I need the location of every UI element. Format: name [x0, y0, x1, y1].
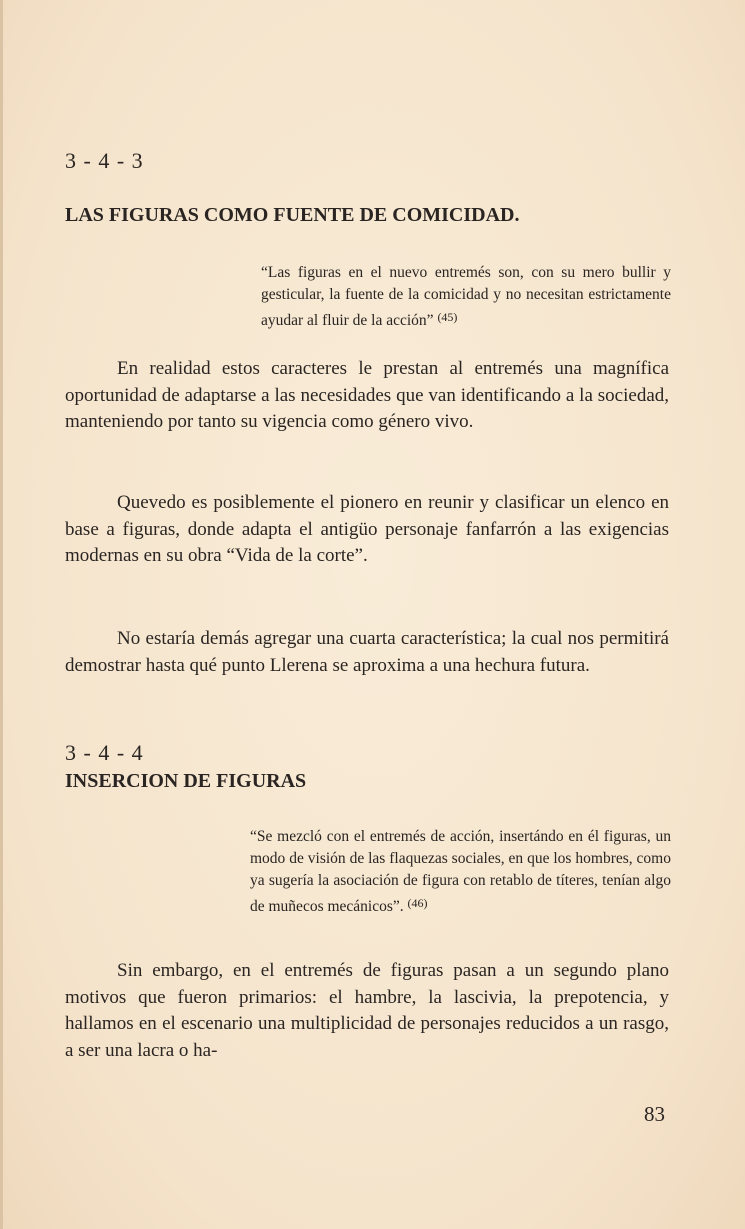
- section-number-344: 3 - 4 - 4: [65, 740, 144, 765]
- paragraph-text: Quevedo es posiblemente el pionero en reunir y clasificar un elenco en base a figuras, donde adapta el antigüo personaje fanfarrón a las exigencias modernas en su obra “Vida de la corte”.: [65, 492, 669, 566]
- paragraph-text: Sin embargo, en el entremés de figuras pasan a un segundo plano motivos que fueron primarios: el hambre, la lascivia, la prepotencia, y hallamos en el escenario una multiplicidad de personajes reducidos a un rasgo, a ser una lacra o ha-: [65, 960, 669, 1061]
- paragraph-text: No estaría demás agregar una cuarta característica; la cual nos permitirá demostrar hasta qué punto Llerena se aproxima a una hechura futura.: [65, 628, 669, 676]
- paragraph-4: [65, 958, 669, 1064]
- quote-text: “Las figuras en el nuevo entremés son, con su mero bullir y gesticular, la fuente de la comicidad y no necesitan estrictamente ayudar al fluir de la acción”: [261, 264, 671, 329]
- paragraph-3: [65, 626, 669, 679]
- section-title-figuras-comicidad: LAS FIGURAS COMO FUENTE DE COMICIDAD.: [65, 204, 520, 226]
- footnote-ref-45: (45): [437, 310, 458, 324]
- paragraph-text: En realidad estos caracteres le prestan al entremés una magnífica oportunidad de adaptarse a las necesidades que van identificando a la sociedad, manteniendo por tanto su vigencia como género vivo.: [65, 358, 669, 432]
- footnote-ref-46: (46): [407, 896, 428, 910]
- block-quote-45: [261, 262, 671, 332]
- quote-text: “Se mezcló con el entremés de acción, insertándo en él figuras, un modo de visión de las flaquezas sociales, en que los hombres, como ya sugería la asociación de figura con retablo de títeres, tenían algo de muñecos mecánicos”.: [250, 828, 671, 915]
- block-quote-46: [250, 826, 671, 918]
- section-title-insercion-figuras: INSERCION DE FIGURAS: [65, 770, 307, 792]
- paragraph-2: [65, 490, 669, 570]
- section-number-343: 3 - 4 - 3: [65, 148, 144, 173]
- paragraph-1: [65, 356, 669, 436]
- page-number: 83: [644, 1102, 665, 1126]
